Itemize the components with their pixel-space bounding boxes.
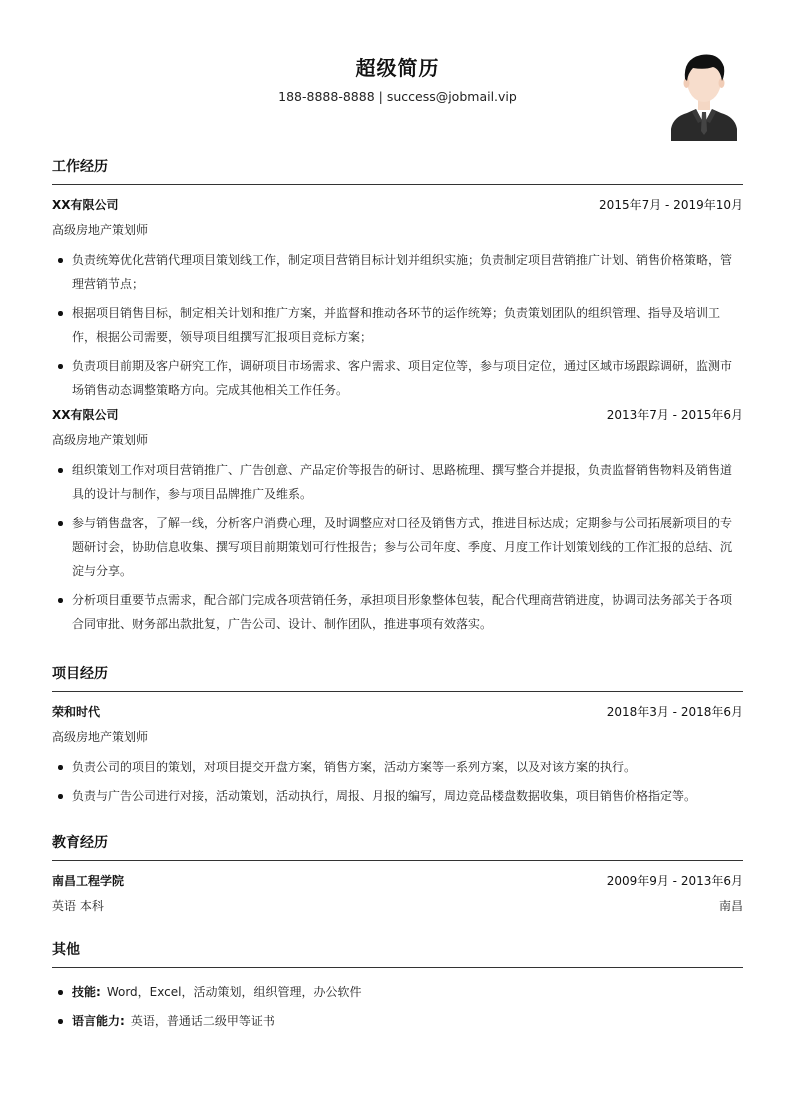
- work-experience-section: [52, 158, 743, 641]
- date-range: 2015年7月 - 2019年10月: [599, 198, 743, 212]
- bullet-list: [52, 248, 743, 402]
- bullet-list: [52, 458, 743, 636]
- resume-page: [52, 0, 743, 1107]
- job-title: 高级房地产策划师: [52, 433, 149, 447]
- list-item: 负责统筹优化营销代理项目策划线工作，制定项目营销目标计划并组织实施；负责制定项目营销推广计划、销售价格策略，管理营销节点；: [52, 248, 743, 296]
- list-item-languages: [52, 1009, 743, 1033]
- project-entry: [52, 704, 743, 808]
- section-title-education: 教育经历: [52, 834, 743, 861]
- bullet-list: [52, 755, 743, 808]
- list-item: 组织策划工作对项目营销推广、广告创意、产品定价等报告的研讨、思路梳理、撰写整合并提报，负责监督销售物料及销售道具的设计与制作，参与项目品牌推广及维系。: [52, 458, 743, 506]
- school-location: 南昌: [718, 899, 743, 913]
- list-item-skills: [52, 980, 743, 1004]
- list-item: 参与销售盘客，了解一线，分析客户消费心理，及时调整应对口径及销售方式，推进目标达成；定期参与公司拓展新项目的专题研讨会，协助信息收集、撰写项目前期策划可行性报告；参与公司年度、季度、月度工作计划策划线的工作汇报的总结、沉淀与分享。: [52, 511, 743, 583]
- section-title-work: 工作经历: [52, 158, 743, 185]
- list-item: 根据项目销售目标，制定相关计划和推广方案，并监督和推动各环节的运作统筹；负责策划团队的组织管理、指导及培训工作，根据公司需要，领导项目组撰写汇报项目竞标方案；: [52, 301, 743, 349]
- bullet-list: [52, 980, 743, 1033]
- list-item: 负责与广告公司进行对接，活动策划，活动执行，周报、月报的编写，周边竞品楼盘数据收集，项目销售价格指定等。: [52, 784, 743, 808]
- section-title-project: 项目经历: [52, 665, 743, 692]
- person-avatar-icon: [669, 49, 739, 141]
- date-range: 2013年7月 - 2015年6月: [606, 408, 743, 422]
- list-item: 分析项目重要节点需求，配合部门完成各项营销任务，承担项目形象整体包装，配合代理商营销进度，协调司法务部关于各项合同审批、财务部出款批复，广告公司、设计、制作团队，推进事项有效落实。: [52, 588, 743, 636]
- project-experience-section: [52, 665, 743, 813]
- skills-value: Word，Excel，活动策划，组织管理，办公软件: [106, 985, 362, 999]
- education-section: [52, 834, 743, 914]
- date-range: 2018年3月 - 2018年6月: [606, 705, 743, 719]
- languages-label: 语言能力:: [72, 1014, 125, 1028]
- skills-label: 技能:: [72, 985, 101, 999]
- candidate-name: 超级简历: [355, 56, 440, 80]
- education-entry: [52, 873, 743, 914]
- section-title-other: 其他: [52, 941, 743, 968]
- list-item: 负责项目前期及客户研究工作，调研项目市场需求、客户需求、项目定位等，参与项目定位，通过区域市场跟踪调研，监测市场销售动态调整策略方向。完成其他相关工作任务。: [52, 354, 743, 402]
- company-name: XX有限公司: [52, 408, 119, 422]
- major-degree: 英语 本科: [52, 899, 104, 913]
- resume-header: [52, 0, 743, 150]
- work-entry: [52, 407, 743, 636]
- other-section: [52, 941, 743, 1038]
- job-title: 高级房地产策划师: [52, 223, 149, 237]
- date-range: 2009年9月 - 2013年6月: [606, 874, 743, 888]
- list-item: 负责公司的项目的策划，对项目提交开盘方案，销售方案，活动方案等一系列方案，以及对该方案的执行。: [52, 755, 743, 779]
- school-name: 南昌工程学院: [52, 874, 125, 888]
- contact-info: 188-8888-8888 | success@jobmail.vip: [278, 89, 517, 104]
- languages-value: 英语，普通话二级甲等证书: [130, 1014, 275, 1028]
- work-entry: [52, 197, 743, 402]
- company-name: XX有限公司: [52, 198, 119, 212]
- project-name: 荣和时代: [52, 705, 101, 719]
- job-title: 高级房地产策划师: [52, 730, 149, 744]
